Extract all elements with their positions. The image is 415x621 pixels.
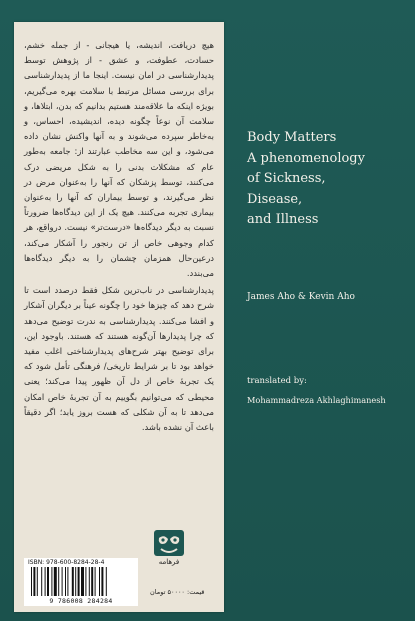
barcode-bar: [62, 567, 63, 596]
barcode-bar: [81, 567, 84, 596]
price: قیمت: ۵۰۰۰۰ تومان: [150, 588, 205, 596]
barcode-number: 9 786008 284284: [49, 597, 113, 605]
title-line-5: and Illness: [247, 212, 319, 227]
barcode-bar: [58, 567, 59, 596]
barcode-bar: [67, 567, 68, 596]
translator-name: Mohammadreza Akhlaghimanesh: [247, 395, 386, 405]
barcode-bar: [33, 567, 35, 596]
isbn: ISBN: 978-600-8284-28-4: [28, 559, 105, 566]
description-paragraph-1: هیچ دریافت، اندیشه، یا هیجانی - از جمله خشم، حسادت، عطوفت، و عشق - از پژوهش توسط پدیدارشناسی در امان نیست. اینجا ما از پدیدارشناسی برای بررسی مسائل مرتبط با سلامت بهره می‌گیریم، بویژه اینکه ما علاقه‌مند هستیم بدانیم که بدن، ابتلاها، و سلامت آن نوعاً چگونه دیده، اندیشیده، احساس، و به‌خاطر سپرده می‌شوند و به آنها واکنش نشان داده می‌شود، و این سه مخاطب عبارتند از: جامعه به‌طور عام که مشکلات بدنی را به شکل مریضی درک می‌کنند، توسط پزشکان که آنها را به‌عنوان مرض در نظر می‌گیرند، و توسط بیماران که آنها را به‌عنوان بیماری تجربه می‌کنند. هیچ یک از این دیدگاه‌ها ضرورتاً نسبت به دیگر دیدگاه‌ها «درست‌تر» نیست. درواقع، هر کدام وجوهی خاص از تن رنجور را آشکار می‌کند، درعین‌حال همزمان چشمان را به دیگر دیدگاه‌ها می‌بندد.: [24, 40, 214, 279]
barcode-bar: [75, 567, 76, 596]
barcode-bar: [91, 567, 93, 596]
title-line-3: of Sickness,: [247, 171, 326, 186]
barcode-bar: [85, 567, 86, 596]
title-line-1: Body Matters: [247, 130, 337, 145]
authors: James Aho & Kevin Aho: [247, 292, 355, 302]
barcode-bar: [31, 567, 32, 596]
barcode-bar: [106, 567, 107, 596]
book-title: [247, 128, 412, 231]
barcode-bar: [95, 567, 96, 596]
barcode-bar: [65, 567, 66, 596]
barcode-bar: [101, 567, 103, 596]
barcode-bar: [89, 567, 90, 596]
barcode-bar: [51, 567, 52, 596]
barcode-bar: [41, 567, 42, 596]
barcode-box: [24, 558, 138, 606]
title-line-4: Disease,: [247, 191, 303, 207]
barcode-bar: [37, 567, 38, 596]
publisher-name: فرهامه: [158, 558, 180, 566]
barcode-bar: [47, 567, 49, 596]
barcode-bar: [99, 567, 100, 596]
publisher-logo-icon: [153, 529, 185, 557]
description-text: [24, 38, 214, 437]
title-line-2: A phenomenology: [247, 150, 365, 166]
barcode: [30, 567, 132, 596]
barcode-bar: [45, 567, 46, 596]
barcode-bar: [54, 567, 57, 596]
barcode-bar: [72, 567, 74, 596]
translated-by-label: translated by:: [247, 376, 307, 386]
description-panel: [14, 22, 224, 612]
description-paragraph-2: پدیدارشناسی در ناب‌ترین شکل فقط درصدد است تا شرح دهد که چیزها خود را چگونه عیناً بر دیگران آشکار و افشا می‌کنند. پدیدارشناسی به ندرت توضیح می‌دهد که چرا پدیدارها آن‌گونه هستند که هستند. باوجود این، برای توضیح بهتر شرح‌های پدیدارشناختی اغلب مفید خواهد بود تا بر شرایط تاریخی/ فرهنگی تأمل شود که یک تجربهٔ خاص از دل آن ظهور پیدا می‌کند؛ یعنی محیطی که می‌توانیم بگوییم به آن تجربهٔ خاص امکان می‌دهد تا به آن شکلی که هست بروز یابد؛ اگر دقیقاً باعث آن نشده باشد.: [24, 285, 214, 433]
barcode-bar: [78, 567, 80, 596]
